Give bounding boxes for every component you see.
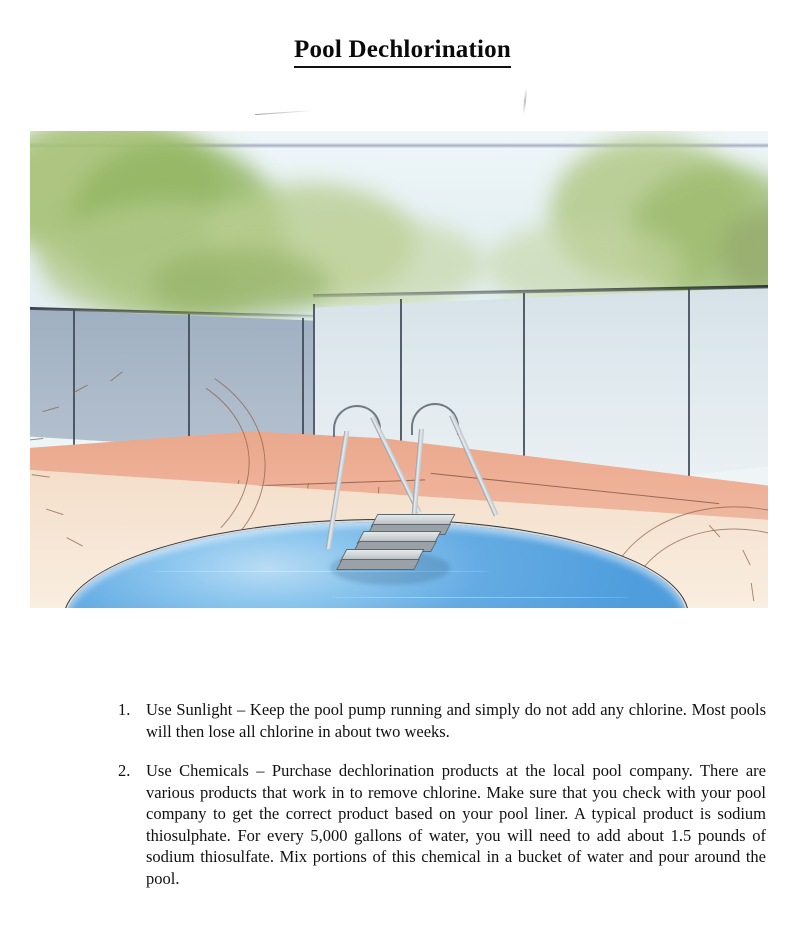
- scan-artifact-streak: [523, 88, 528, 114]
- instructions-list: [78, 699, 766, 907]
- list-item-text: Use Chemicals – Purchase dechlorination products at the local pool company. There are various products that work in to remove chlorine. Make sure that you check with your pool company to get the correct product based on your pool liner. A typical product is sodium thiosulphate. For every 5,000 gallons of water, you will need to add about 1.5 pounds of sodium thiosulfate. Mix portions of this chemical in a bucket of water and pour around the pool.: [146, 761, 766, 888]
- page-title: [0, 36, 805, 68]
- list-item-marker: 2.: [118, 761, 131, 780]
- list-item-text: Use Sunlight – Keep the pool pump running and simply do not add any chlorine. Most pools will then lose all chlorine in about two weeks.: [146, 700, 766, 741]
- scan-artifact-scratch: [255, 110, 315, 115]
- ladder-handrail-right-diagonal: [449, 414, 498, 517]
- list-item-marker: 1.: [118, 700, 131, 719]
- list-item: [118, 760, 766, 889]
- ladder-step-3-riser: [336, 559, 420, 570]
- ladder-handrail-left: [326, 431, 350, 549]
- list-item: [118, 699, 766, 742]
- pool-ladder: [30, 131, 768, 608]
- page-title-text: Pool Dechlorination: [294, 36, 511, 68]
- swimming-pool-illustration: [30, 131, 768, 608]
